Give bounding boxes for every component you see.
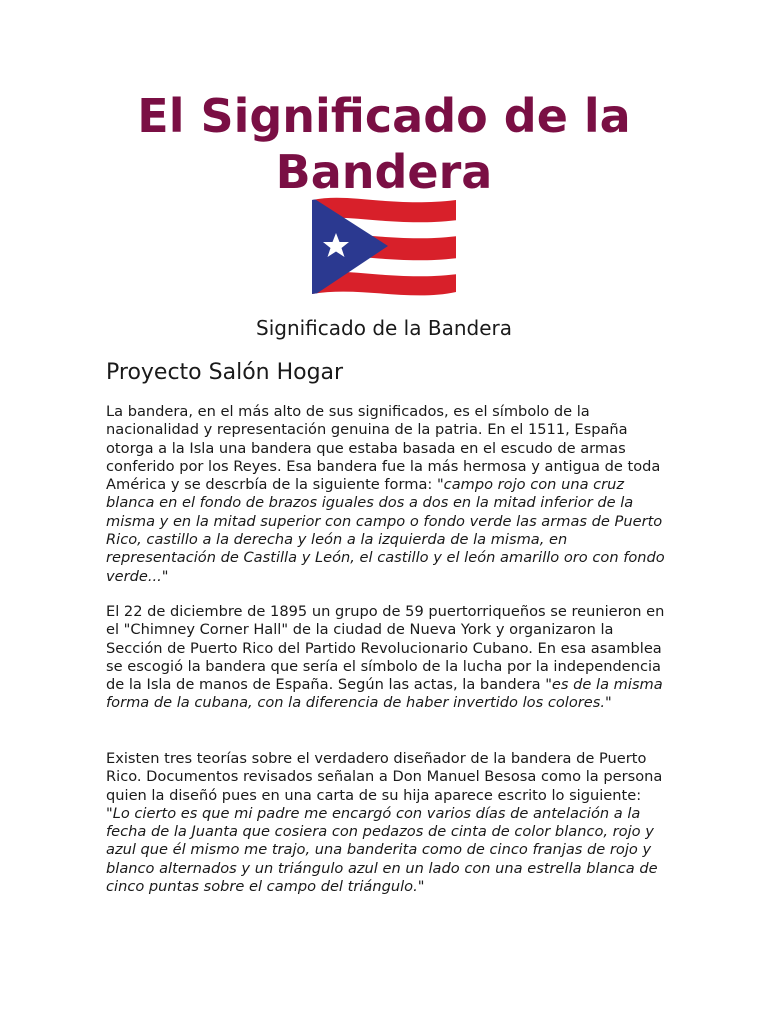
flag-graphic [310,196,458,298]
section-heading: Proyecto Salón Hogar [106,360,344,385]
paragraph-quote: "Lo cierto es que mi padre me encargó con varios días de antelación a la fecha de la Juanta que cosiera con pedazos de cinta de color blanco, rojo y azul que él mismo me trajo, una banderita como de cinco franjas de rojo y blanco alternados y un triángulo azul en un lado con una estrella blanca de cinco puntas sobre el campo del triángulo." [106,804,658,896]
paragraph-text: Existen tres teorías sobre el verdadero diseñador de la bandera de Puerto Rico. Documentos revisados señalan a Don Manuel Besosa como la persona quien la diseñó pues en una carta de su hija aparece escrito lo siguiente: [106,750,663,804]
paragraph-quote: "campo rojo con una cruz blanca en el fondo de brazos iguales dos a dos en la mitad inferior de la misma y en la mitad superior con campo o fondo verde las armas de Puerto Rico, castillo a la derecha y león a la izquierda de la misma, en representación de Castilla y León, el castillo y el león amarillo oro con fondo verde..." [106,476,665,585]
paragraph [106,750,666,896]
paragraph-text: La bandera, en el más alto de sus significados, es el símbolo de la nacionalidad y representación genuina de la patria. En el 1511, España otorga a la Isla una bandera que estaba basada en el escudo de armas conferido por los Reyes. Esa bandera fue la más hermosa y antigua de toda América y se descrbía de la siguiente forma: [106,403,661,494]
puerto-rico-flag-image [310,196,458,298]
paragraph [106,403,666,586]
paragraph [106,603,666,713]
subtitle: Significado de la Bandera [256,316,512,340]
page-title: El Significado de la Bandera [137,89,631,199]
paragraph-quote: "es de la misma forma de la cubana, con la diferencia de haber invertido los colores." [106,676,663,712]
paragraph-text: El 22 de diciembre de 1895 un grupo de 59 puertorriqueños se reunieron en el "Chimney Corner Hall" de la ciudad de Nueva York y organizaron la Sección de Puerto Rico del Partido Revolucionario Cubano. En esa asamblea se escogió la bandera que sería el símbolo de la lucha por la independencia de la Isla de manos de España. Según las actas, la bandera [106,603,665,694]
